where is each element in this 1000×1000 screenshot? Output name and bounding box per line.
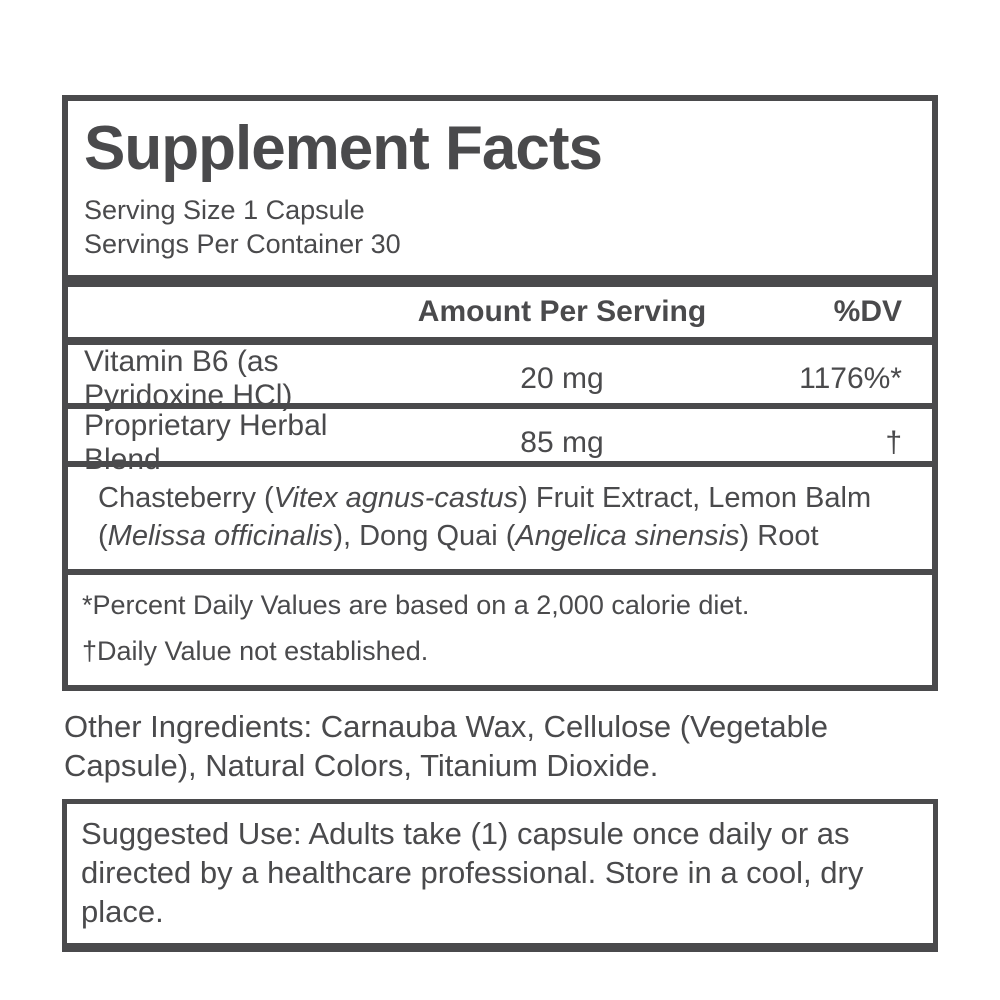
footnotes-section bbox=[68, 575, 932, 685]
blend-latin-name: Melissa officinalis bbox=[107, 520, 334, 553]
ingredient-dv: † bbox=[885, 426, 902, 460]
ingredient-amount: 85 mg bbox=[520, 426, 604, 460]
table-row-vitamin-b6 bbox=[68, 345, 932, 413]
facts-main-box bbox=[62, 95, 938, 691]
blend-description bbox=[68, 467, 932, 575]
ingredient-name: Vitamin B6 (as Pyridoxine HCl) bbox=[84, 345, 293, 413]
supplement-facts-title: Supplement Facts bbox=[84, 114, 602, 183]
ingredient-name: Proprietary Herbal Blend bbox=[84, 409, 328, 477]
ingredient-amount: 20 mg bbox=[520, 362, 604, 396]
blend-latin-name: Angelica sinensis bbox=[515, 520, 740, 553]
blend-text: ) Fruit Extract, Lemon Balm ( bbox=[98, 482, 872, 553]
blend-latin-name: Vitex agnus-castus bbox=[273, 482, 519, 515]
dv-header: %DV bbox=[833, 295, 902, 329]
thick-divider bbox=[68, 275, 932, 287]
blend-text: ) Root bbox=[739, 520, 819, 553]
servings-per-container-line: Servings Per Container 30 bbox=[84, 229, 401, 260]
suggested-use-text: Suggested Use: Adults take (1) capsule once daily or as directed by a healthcare professional. Store in a cool, dry place. bbox=[81, 816, 864, 930]
supplement-facts-label bbox=[62, 95, 938, 952]
amount-per-serving-header: Amount Per Serving bbox=[417, 295, 707, 329]
footnote-dv-not-established: †Daily Value not established. bbox=[82, 636, 429, 667]
serving-size-line: Serving Size 1 Capsule bbox=[84, 195, 365, 226]
other-ingredients-text: Other Ingredients: Carnauba Wax, Cellulose (Vegetable Capsule), Natural Colors, Titanium Dioxide. bbox=[64, 709, 828, 784]
footnote-percent-dv: *Percent Daily Values are based on a 2,000 calorie diet. bbox=[82, 590, 750, 621]
suggested-use-box bbox=[62, 799, 938, 952]
blend-text: ), Dong Quai ( bbox=[333, 520, 516, 553]
table-header-row bbox=[68, 287, 932, 345]
ingredient-dv: 1176%* bbox=[799, 362, 902, 396]
table-row-proprietary-blend bbox=[68, 409, 932, 477]
blend-text: Chasteberry ( bbox=[98, 482, 274, 515]
